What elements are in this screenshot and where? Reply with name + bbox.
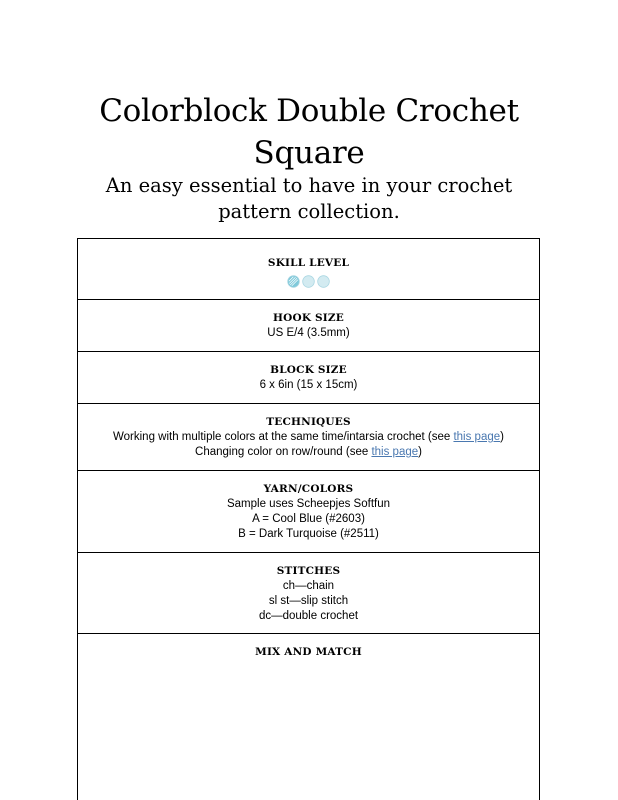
page-title (0, 90, 618, 174)
yarn-ball-empty-icon (302, 275, 315, 288)
hook-size-section (78, 300, 539, 352)
title-line-1: Colorblock Double Crochet (99, 93, 519, 129)
stitch-item: ch—chain (282, 580, 335, 592)
block-size-value: 6 x 6in (15 x 15cm) (259, 379, 358, 391)
techniques-section (78, 404, 539, 471)
hook-size-label: HOOK SIZE (273, 312, 344, 324)
skill-level-indicator (78, 275, 539, 288)
mix-and-match-label: MIX AND MATCH (255, 646, 362, 658)
techniques-label: TECHNIQUES (266, 416, 351, 428)
skill-level-section (78, 239, 539, 300)
block-size-label: BLOCK SIZE (270, 364, 347, 376)
yarn-colors-line: Sample uses Scheepjes Softfun (226, 498, 391, 510)
stitch-item: dc—double crochet (258, 610, 359, 622)
techniques-line-2-end: ) (418, 446, 422, 458)
subtitle-line-2: pattern collection. (218, 200, 400, 223)
techniques-line-2 (78, 445, 539, 460)
techniques-line-1 (78, 430, 539, 445)
title-line-2: Square (253, 135, 365, 171)
stitches-label: STITCHES (276, 565, 341, 577)
yarn-color-a: A = Cool Blue (#2603) (252, 513, 365, 525)
techniques-line-2-text: Changing color on row/round (see (195, 446, 372, 458)
subtitle-line-1: An easy essential to have in your crochet (105, 174, 513, 197)
techniques-line-1-end: ) (500, 431, 504, 443)
yarn-colors-label: YARN/COLORS (263, 483, 354, 495)
stitch-item: sl st—slip stitch (268, 595, 349, 607)
stitches-section (78, 553, 539, 634)
techniques-link-2[interactable]: this page (371, 446, 419, 458)
techniques-line-1-text: Working with multiple colors at the same time/intarsia crochet (see (113, 431, 454, 443)
mix-and-match-section (78, 634, 539, 800)
yarn-color-b: B = Dark Turquoise (#2511) (238, 528, 379, 540)
techniques-link-1[interactable]: this page (453, 431, 501, 443)
page-subtitle (0, 173, 618, 225)
yarn-colors-section (78, 471, 539, 553)
skill-level-label: SKILL LEVEL (267, 257, 350, 269)
block-size-section (78, 352, 539, 404)
hook-size-value: US E/4 (3.5mm) (267, 327, 350, 339)
yarn-ball-icon (287, 275, 300, 288)
yarn-ball-empty-icon (317, 275, 330, 288)
pattern-info-table (77, 238, 540, 800)
